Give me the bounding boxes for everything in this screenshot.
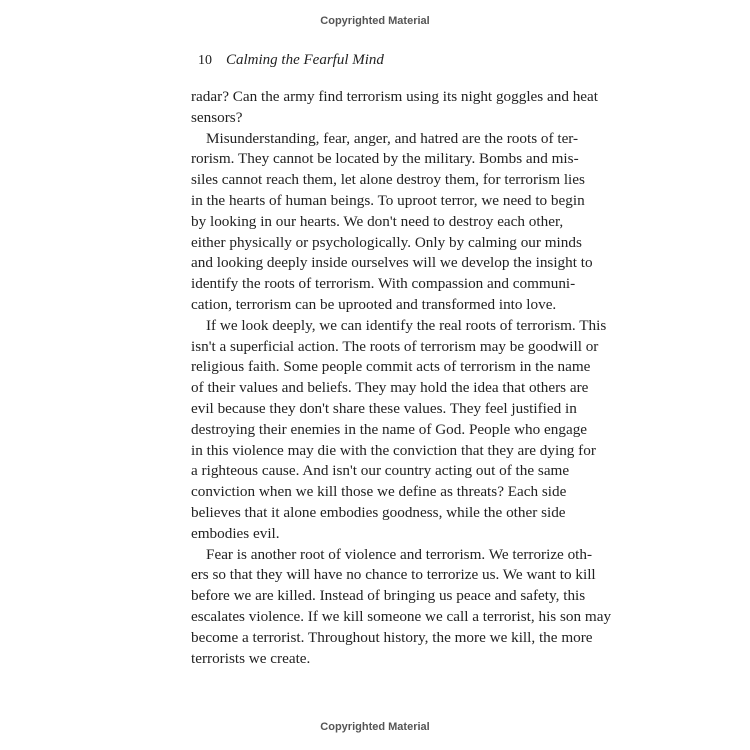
text-line: terrorists we create.: [191, 649, 311, 667]
text-line: ers so that they will have no chance to terrorize us. We want to kill: [191, 566, 596, 584]
text-line: conviction when we kill those we define as threats? Each side: [191, 483, 567, 501]
running-header: [198, 52, 384, 69]
text-line: If we look deeply, we can identify the real roots of terrorism. This: [206, 316, 607, 334]
copyright-watermark-bottom: Copyrighted Material: [320, 721, 430, 733]
text-line: religious faith. Some people commit acts of terrorism in the name: [191, 358, 591, 376]
text-line: before we are killed. Instead of bringing us peace and safety, this: [191, 587, 586, 605]
text-line: destroying their enemies in the name of God. People who engage: [191, 420, 588, 438]
text-line: identify the roots of terrorism. With compassion and communi-: [191, 275, 576, 293]
text-line: rorism. They cannot be located by the military. Bombs and mis-: [191, 150, 579, 168]
text-line: either physically or psychologically. Only by calming our minds: [191, 233, 582, 251]
text-line: evil because they don't share these values. They feel justified in: [191, 399, 577, 417]
paragraph: [191, 316, 607, 545]
text-line: become a terrorist. Throughout history, the more we kill, the more: [191, 628, 593, 646]
text-line: a righteous cause. And isn't our country acting out of the same: [191, 462, 570, 480]
paragraph: [191, 545, 612, 670]
text-line: Misunderstanding, fear, anger, and hatred are the roots of ter-: [206, 129, 579, 147]
text-line: siles cannot reach them, let alone destroy them, for terrorism lies: [191, 171, 585, 189]
text-line: and looking deeply inside ourselves will we develop the insight to: [191, 254, 593, 272]
text-line: embodies evil.: [191, 524, 280, 542]
text-line: believes that it alone embodies goodness, while the other side: [191, 503, 566, 521]
text-line: by looking in our hearts. We don't need to destroy each other,: [191, 212, 564, 230]
text-line: of their values and beliefs. They may hold the idea that others are: [191, 379, 589, 397]
paragraph: [191, 87, 599, 129]
text-line: escalates violence. If we kill someone we call a terrorist, his son may: [191, 607, 612, 625]
page-body: [191, 87, 612, 669]
page-number: 10: [198, 53, 212, 68]
text-line: sensors?: [191, 108, 243, 126]
text-line: radar? Can the army find terrorism using its night goggles and heat: [191, 88, 599, 105]
paragraph: [191, 129, 593, 316]
text-line: Fear is another root of violence and terrorism. We terrorize oth-: [206, 545, 593, 563]
text-line: cation, terrorism can be uprooted and transformed into love.: [191, 295, 557, 313]
running-title: Calming the Fearful Mind: [226, 52, 384, 68]
copyright-watermark-top: Copyrighted Material: [320, 15, 430, 27]
text-line: in the hearts of human beings. To uproot terror, we need to begin: [191, 191, 585, 209]
text-line: in this violence may die with the conviction that they are dying for: [191, 441, 596, 459]
text-line: isn't a superficial action. The roots of terrorism may be goodwill or: [191, 337, 599, 355]
